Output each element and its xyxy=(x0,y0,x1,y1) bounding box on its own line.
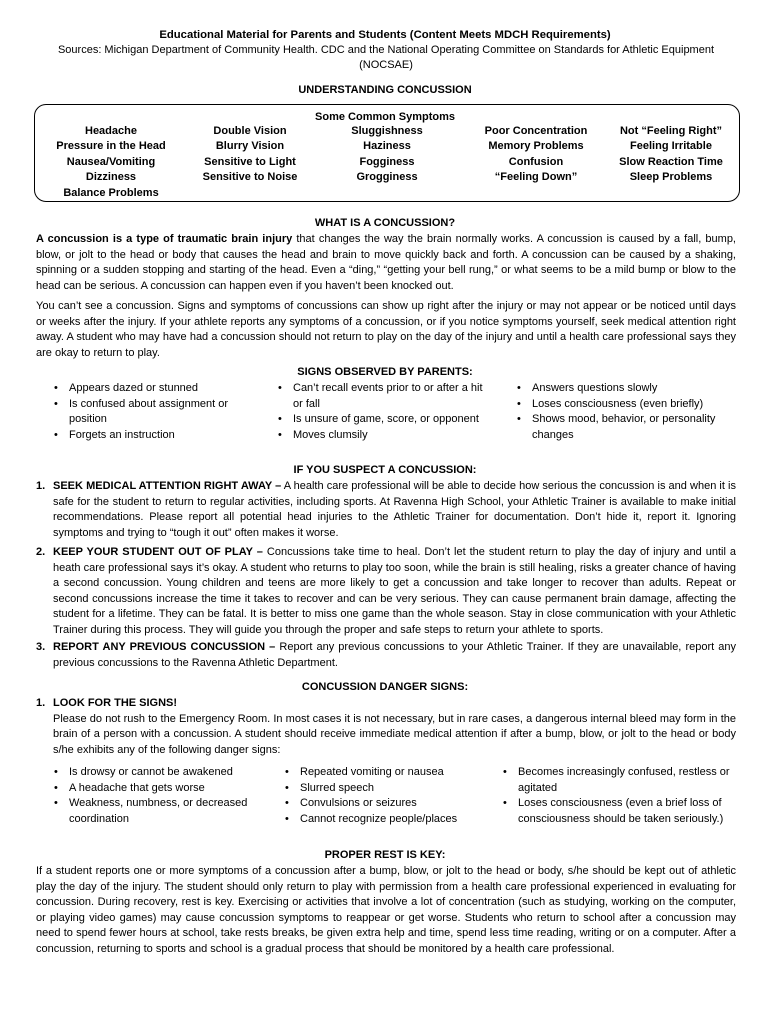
signs-list-col3 xyxy=(515,381,737,443)
list-item: • Convulsions or seizures xyxy=(283,796,497,812)
list-item: • Shows mood, behavior, or personality changes xyxy=(515,412,737,443)
section-heading-danger: CONCUSSION DANGER SIGNS: xyxy=(301,681,469,693)
rest-paragraph: If a student reports one or more symptoms of a concussion after a bump, blow, or jolt to the head or body, s/he should be kept out of athletic play the day of the injury. The student should only return to play with permission from a health care professional experienced in evaluating for concussion. During recovery, rest is key. Exercising or activities that involve a lot of concentration (such as studying, working on the computer, or playing video games) may cause concussion symptoms to reappear or get worse. Students who return to school after a concussion may need to spend fewer hours at school, take rests breaks, be given extra help and time, spend less time reading, writing or on a computer. After a concussion, returning to sports and school is a gradual process that should be monitored by a health care professional. xyxy=(36,865,736,955)
symptom-item: Blurry Vision xyxy=(215,140,285,153)
section-heading-rest: PROPER REST IS KEY: xyxy=(324,849,446,861)
danger-item-1 xyxy=(36,696,736,758)
symptom-item: Not “Feeling Right” xyxy=(619,125,723,137)
danger-text: Please do not rush to the Emergency Room. In most cases it is not necessary, but in rare cases, a dangerous internal bleed may form in the brain of a person with a concussion. A student should receive immediate medical attention if after a bump, blow, or jolt to the head or body s/he exhibits any of the following danger signs: xyxy=(53,712,736,756)
document-title: Educational Material for Parents and Students (Content Meets MDCH Requirements) xyxy=(159,29,611,41)
section-heading-suspect: IF YOU SUSPECT A CONCUSSION: xyxy=(293,464,477,476)
danger-list-col1 xyxy=(52,765,272,827)
suspect-item-1 xyxy=(36,479,736,541)
list-item: • Loses consciousness (even briefly) xyxy=(515,397,737,413)
symptom-item: Fogginess xyxy=(359,155,415,168)
list-item: • Is confused about assignment or position xyxy=(52,397,266,428)
danger-list-col3 xyxy=(501,765,737,827)
symptom-item: Sluggishness xyxy=(351,125,423,137)
list-item: • Loses consciousness (even a brief loss of consciousness should be taken seriously.) xyxy=(501,796,737,827)
symptom-item: Grogginess xyxy=(356,171,418,184)
symptom-item: “Feeling Down” xyxy=(494,171,578,184)
list-item: • Forgets an instruction xyxy=(52,428,266,444)
list-item: • Is drowsy or cannot be awakened xyxy=(52,765,272,781)
list-item: • A headache that gets worse xyxy=(52,781,272,797)
item-bold-lead: SEEK MEDICAL ATTENTION RIGHT AWAY – xyxy=(53,480,282,492)
danger-subheading: LOOK FOR THE SIGNS! xyxy=(53,697,178,709)
symptom-item: Confusion xyxy=(508,155,564,168)
what-paragraph-1 xyxy=(36,232,736,294)
danger-list-col2 xyxy=(283,765,497,827)
section-heading-signs: SIGNS OBSERVED BY PARENTS: xyxy=(297,366,473,378)
symptom-item: Sleep Problems xyxy=(629,171,713,184)
item-number: 1. xyxy=(36,480,46,492)
symptoms-heading: Some Common Symptoms xyxy=(315,111,455,123)
list-item: • Is unsure of game, score, or opponent xyxy=(276,412,494,428)
symptom-item: Double Vision xyxy=(213,125,287,137)
signs-list-col2 xyxy=(276,381,494,443)
item-bold-lead: REPORT ANY PREVIOUS CONCUSSION – xyxy=(53,641,276,653)
symptom-item: Slow Reaction Time xyxy=(619,155,723,168)
item-number: 1. xyxy=(36,697,46,709)
what-definition-bold: A concussion is a type of traumatic brain injury xyxy=(36,233,293,245)
list-item: • Cannot recognize people/places xyxy=(283,812,497,828)
symptom-item: Sensitive to Light xyxy=(204,155,296,168)
list-item: • Answers questions slowly xyxy=(515,381,737,397)
symptom-item: Poor Concentration xyxy=(484,125,588,137)
symptom-column-3 xyxy=(320,124,454,186)
item-text: Report any previous concussions to your Athletic Trainer. If they are unavailable, report any previous concussions to the Ravenna Athletic Department. xyxy=(53,641,736,669)
list-item: • Moves clumsily xyxy=(276,428,494,444)
symptom-column-2 xyxy=(183,124,317,186)
list-item: • Appears dazed or stunned xyxy=(52,381,266,397)
list-item: • Weakness, numbness, or decreased coordination xyxy=(52,796,272,827)
symptom-column-1 xyxy=(38,124,184,201)
item-bold-lead: KEEP YOUR STUDENT OUT OF PLAY – xyxy=(53,546,263,558)
item-text: Concussions take time to heal. Don’t let the student return to play the day of injury and until a heath care professional says it’s okay. A student who returns to play too soon, while the brain is still healing, risks a greater chance of having a second concussion. Young children and teens are more likely to get a concussion and take longer to recover than adults. Repeat or second concussions increase the time it takes to recover and can be very serious. They can cause permanent brain damage, affecting the student for a lifetime. They can be fatal. It is better to miss one game than the whole season. Stay in close communication with your Athletic Trainer during this process. They will guide you through the proper and safe steps to return your athlete to sports. xyxy=(53,546,736,636)
item-text: A health care professional will be able to decide how serious the concussion is and when it is safe for the student to return to regular activities, including sports. At Ravenna High School, your Athletic Trainer is available to make initial recommendations. Please report all potential head injuries to the Athletic Trainer for documentation. Don’t hide it, report it. Ignoring symptoms and trying to “tough it out” often makes it worse. xyxy=(53,480,736,539)
symptom-item: Dizziness xyxy=(85,171,137,184)
symptom-item: Memory Problems xyxy=(488,140,584,153)
signs-list-col1 xyxy=(52,381,266,443)
symptom-item: Sensitive to Noise xyxy=(202,171,298,184)
symptom-item: Haziness xyxy=(363,140,411,153)
list-item: • Repeated vomiting or nausea xyxy=(283,765,497,781)
list-item: • Becomes increasingly confused, restless or agitated xyxy=(501,765,737,796)
item-number: 3. xyxy=(36,641,46,653)
symptom-item: Headache xyxy=(85,125,137,137)
symptom-column-4 xyxy=(466,124,606,186)
item-number: 2. xyxy=(36,546,46,558)
list-item: • Slurred speech xyxy=(283,781,497,797)
symptom-column-5 xyxy=(604,124,738,186)
suspect-item-3 xyxy=(36,640,736,671)
sources-line: Sources: Michigan Department of Community Health. CDC and the National Operating Committee on Standards for Athletic Equipment (NOCSAE) xyxy=(57,44,715,71)
section-heading-understanding: UNDERSTANDING CONCUSSION xyxy=(298,84,472,96)
what-paragraph-2: You can’t see a concussion. Signs and symptoms of concussions can show up right after the injury or may not appear or be noticed until days or weeks after the injury. If your athlete reports any symptoms of a concussion, or if you notice symptoms yourself, seek medical attention right away. A student who may have had a concussion should not return to play on the day of the injury and until a health care professional says they are okay to return to play. xyxy=(36,300,736,359)
symptom-item: Balance Problems xyxy=(63,186,159,199)
symptom-item: Pressure in the Head xyxy=(56,140,166,153)
symptom-item: Feeling Irritable xyxy=(630,140,712,153)
suspect-item-2 xyxy=(36,545,736,638)
what-definition-text: that changes the way the brain normally works. A concussion is caused by a fall, bump, blow, or jolt to the head or body that causes the head and brain to move quickly back and forth. A concussion can be caused by a shaking, spinning or a sudden stopping and starting of the head. Even a “ding,” “getting your bell rung,” or what seems to be a mild bump or blow to the head can be serious. A concussion can happen even if you haven’t been knocked out. xyxy=(36,233,736,292)
section-heading-what: WHAT IS A CONCUSSION? xyxy=(314,217,456,229)
list-item: • Can’t recall events prior to or after a hit or fall xyxy=(276,381,494,412)
symptom-item: Nausea/Vomiting xyxy=(66,155,156,168)
